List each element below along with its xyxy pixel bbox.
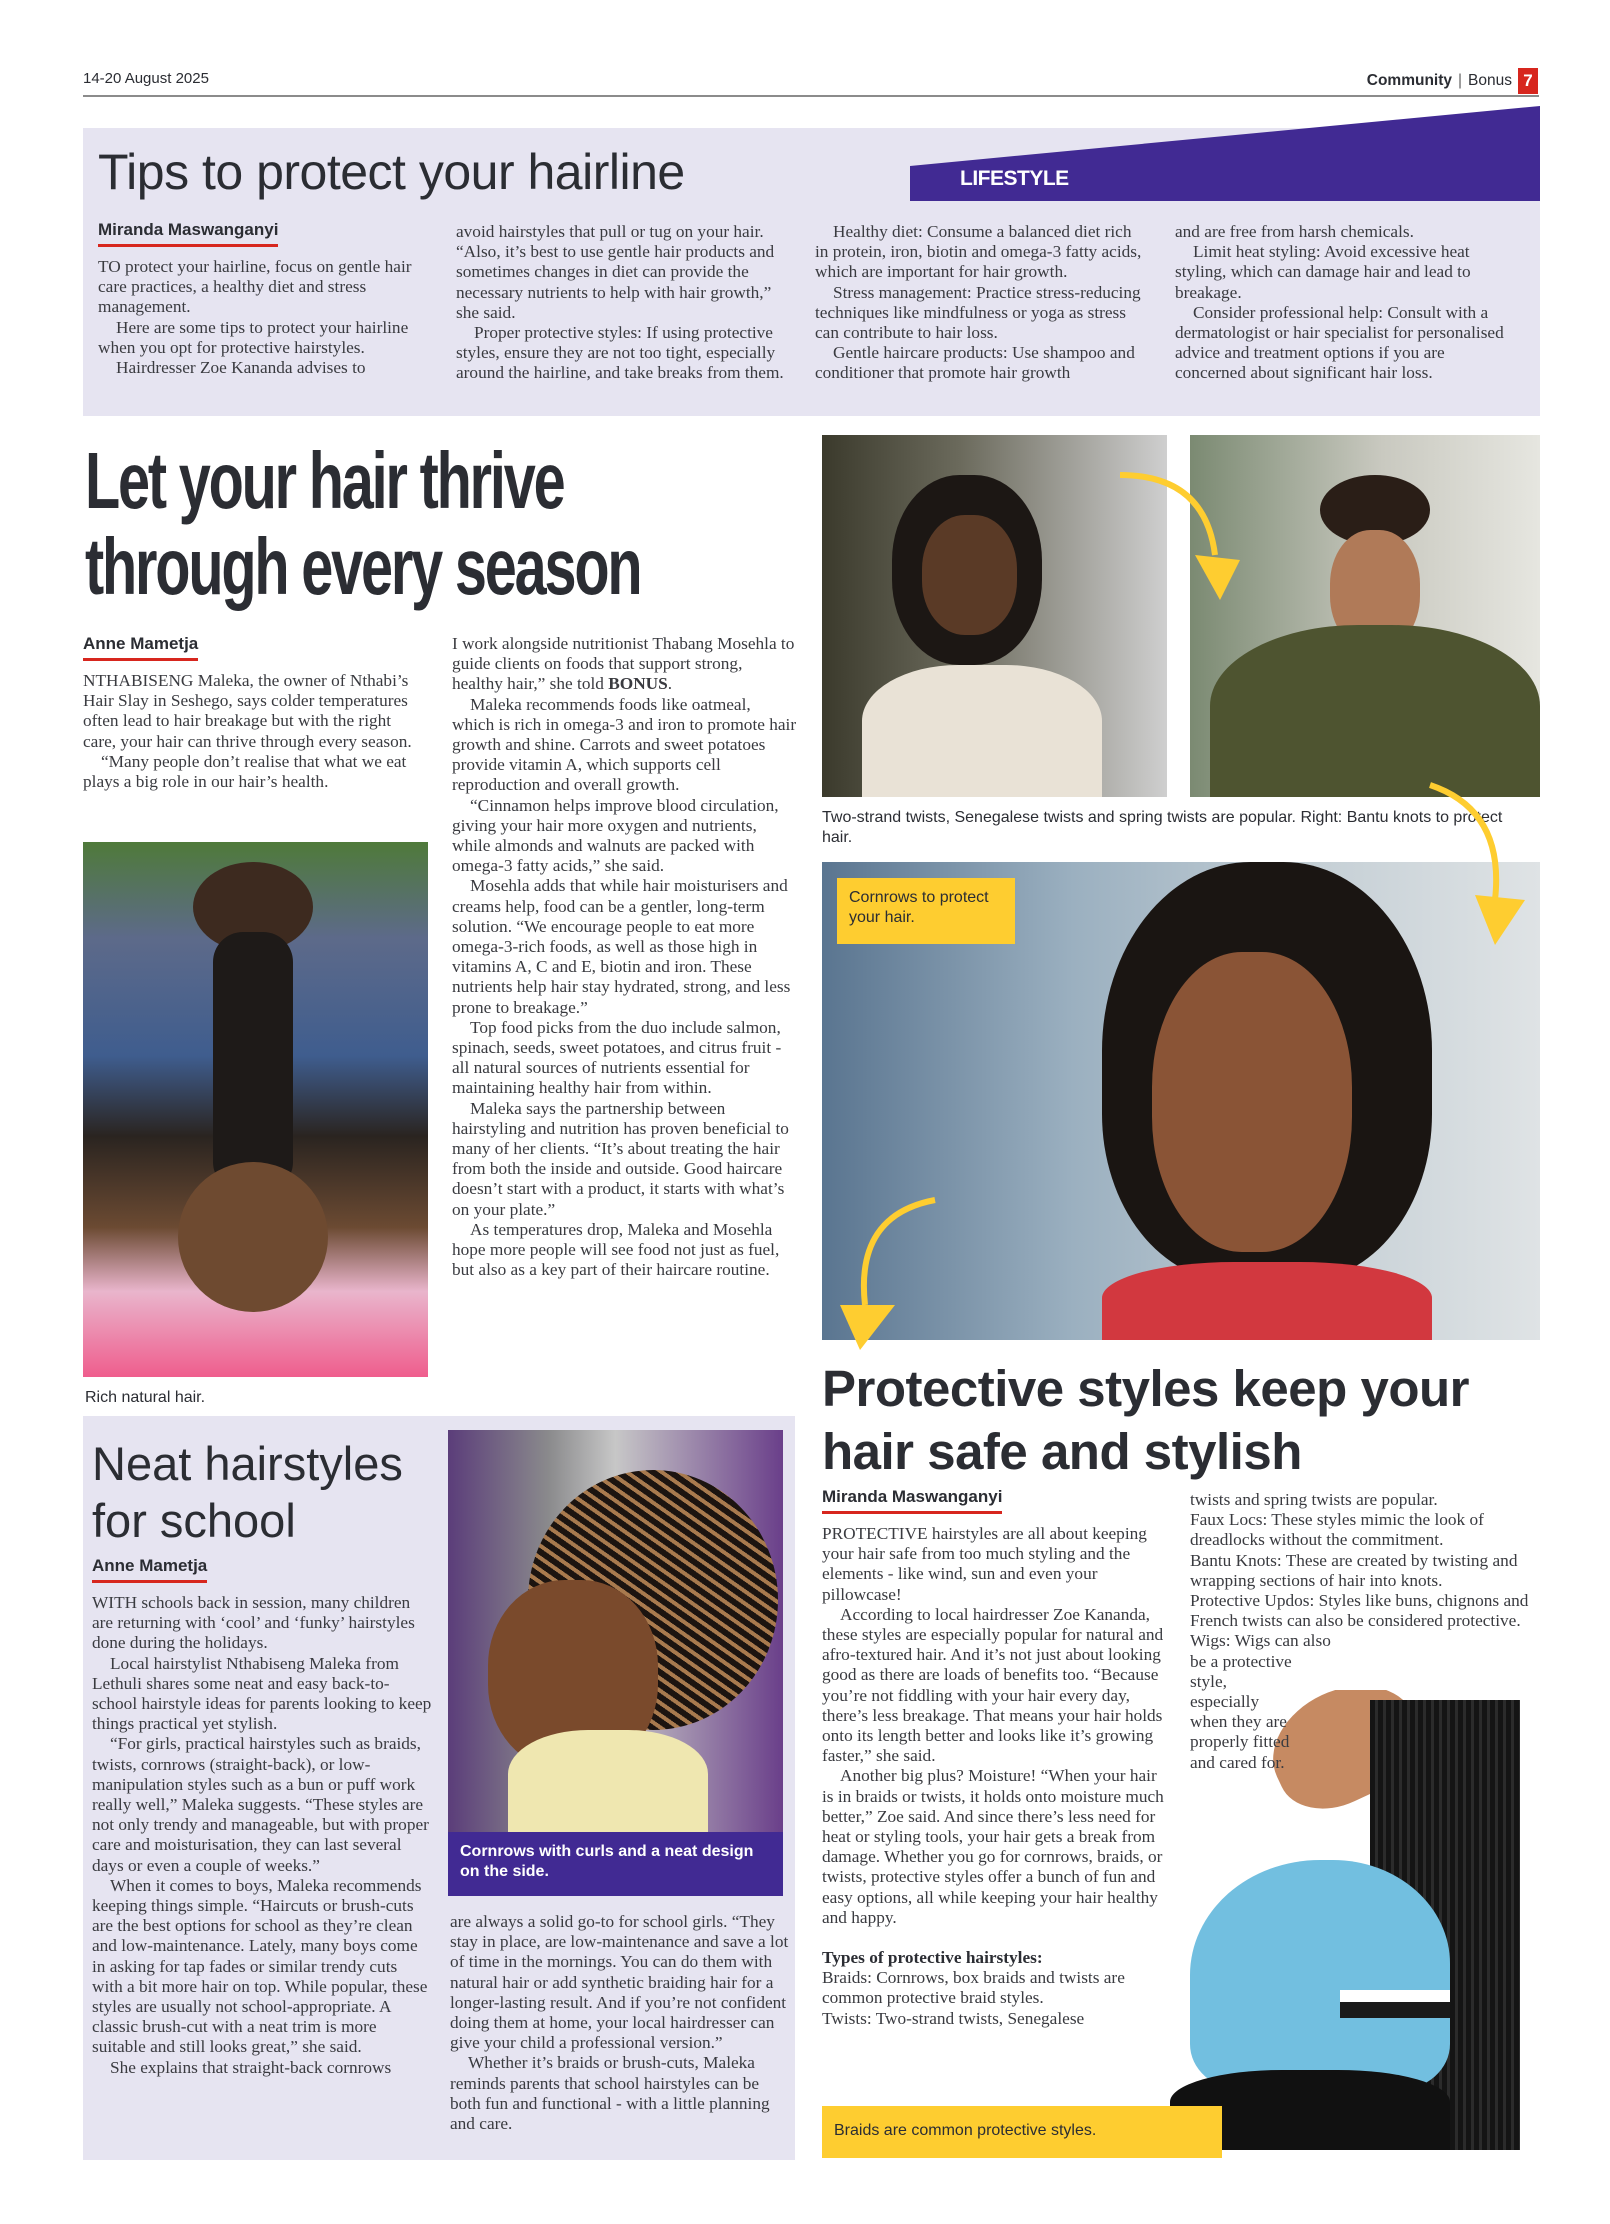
thrive-column-2: I work alongside nutritionist Thabang Mosehla to guide clients on foods that support strong, healthy hair,” she told BONUS. Maleka recommends foods like oatmeal, which is rich in omega-3 and iron to promote hair growth and shine. Carrots and sweet potatoes provide vitamin A, which supports cell reproduction and overall growth. “Cinnamon helps improve blood circulation, giving your hair more oxygen and nutrients, while almonds and walnuts are packed with omega-3 fatty acids,” she said. Mosehla adds that while hair moisturisers and creams help, food can be a gentler, long-term solution. “We encourage people to eat more omega-3-rich foods, as well as those high in vitamins A, C and E, biotin and iron. These nutrients help hair stay hydrated, strong, and less prone to breakage.” Top food picks from the duo include salmon, spinach, seeds, sweet potatoes, and citrus fruit - all natural sources of nutrients essential for maintaining healthy hair from within. Maleka says the partnership between hairstyling and nutrition has proven beneficial to many of her clients. “It’s about treating the hair from both the inside and outside. Good haircare doesn’t start with a product, it starts with what’s on your plate.” As temperatures drop, Maleka and Mosehla hope more people will see food not just as fuel, but also as a key part of their haircare routine. bbox=[452, 634, 797, 1280]
thrive-byline: Anne Mametja bbox=[83, 634, 198, 661]
arrow-decoration-2 bbox=[1425, 780, 1535, 950]
school-column-1: Anne Mametja WITH schools back in session, many children are returning with ‘cool’ and ‘funky’ hairstyles done during the holidays. Local hairstylist Nthabiseng Maleka from Lethuli shares some neat and easy back-to-school hairstyle ideas for parents looking to keep things practical yet stylish. “For girls, practical hairstyles such as braids, twists, cornrows (straight-back), or low-manipulation styles such as a bun or puff work really well,” Maleka suggests. “These styles are not only trendy and manageable, but with proper care and moisturisation, they can last several days or even a couple of weeks.” When it comes to boys, Maleka recommends keeping things simple. “Haircuts or brush-cuts are the best options for school as they’re clean and low-maintenance. Lately, many boys come in asking for tap fades or similar trendy cuts with a bit more hair on top. While popular, these styles are usually not school-appropriate. A classic brush-cut with a neat trim is more suitable and still looks great,” she said. She explains that straight-back cornrows bbox=[92, 1556, 432, 2077]
school-byline: Anne Mametja bbox=[92, 1556, 207, 1583]
protective-headline: Protective styles keep your hair safe and stylish bbox=[822, 1360, 1469, 1480]
lifestyle-banner-shape bbox=[820, 106, 1540, 201]
school-column-2: are always a solid go-to for school girls. “They stay in place, are low-maintenance and save a lot of time in the mornings. You can do them with natural hair or add synthetic braiding hair for a longer-lasting result. And if you’re not confident doing them at home, your local hairdresser can give your child a professional version.” Whether it’s braids or brush-cuts, Maleka reminds parents that school hairstyles can be both fun and functional - with a little planning and care. bbox=[450, 1912, 789, 2134]
lifestyle-label: LIFESTYLE bbox=[960, 167, 1069, 190]
tips-col1-text: TO protect your hairline, focus on gentle hair care practices, a healthy diet and stress management. Here are some tips to protect your hairline when you opt for protective hairstyles. Hairdresser Zoe Kananda advises to bbox=[98, 257, 412, 378]
tips-article-title: Tips to protect your hairline bbox=[98, 144, 685, 200]
protective-byline: Miranda Maswanganyi bbox=[822, 1487, 1002, 1514]
types-heading: Types of protective hairstyles: bbox=[822, 1948, 1043, 1968]
arrow-decoration-1 bbox=[1115, 465, 1245, 615]
photo-rich-natural-hair bbox=[83, 842, 428, 1377]
school-article-title: Neat hairstyles for school bbox=[92, 1437, 403, 1547]
cornrows-label-box: Cornrows to protect your hair. bbox=[837, 878, 1015, 944]
protective-column-1: Miranda Maswanganyi PROTECTIVE hairstyles are all about keeping your hair safe from too much styling and the elements - like wind, sun and even your pillowcase! According to local hairdresser Zoe Kananda, these styles are especially popular for natural and afro-textured hair. And it’s not just about looking good as there are loads of benefits too. “Because you’re not fiddling with your hair every day, there’s less breakage. That means your hair holds onto its length better and looks like it’s growing faster,” she said. Another big plus? Moisture! “When your hair is in braids or twists, it holds onto moisture much better,” Zoe said. And since there’s less need for heat or styling tools, your hair gets a break from damage. Whether you go for cornrows, braids, or twists, protective styles offer a bunch of fun and easy options, all while keeping your hair healthy and happy. Types of protective hairstyles: Braids: Cornrows, box braids and twists are common protective braid styles. Twists: Two-strand twists, Senegalese bbox=[822, 1487, 1167, 2029]
tips-column-3: Healthy diet: Consume a balanced diet rich in protein, iron, biotin and omega-3 fatty acids, which are important for hair growth. Stress management: Practice stress-reducing techniques like mindfulness or yoga as stress can contribute to hair loss. Gentle haircare products: Use shampoo and conditioner that promote hair growth bbox=[815, 222, 1142, 383]
tips-byline: Miranda Maswanganyi bbox=[98, 220, 278, 247]
thrive-headline: Let your hair thrive through every season bbox=[85, 436, 641, 611]
arrow-decoration-3 bbox=[835, 1195, 945, 1355]
tips-column-1 bbox=[98, 220, 428, 378]
publication-name: Bonus bbox=[1468, 72, 1512, 89]
photo-caption-rich-hair: Rich natural hair. bbox=[85, 1389, 206, 1406]
thrive-column-1: Anne Mametja NTHABISENG Maleka, the owner of Nthabi’s Hair Slay in Seshego, says colder temperatures often lead to hair breakage but with the right care, your hair can thrive through every season. “Many people don’t realise that what we eat plays a big role in our hair’s health. bbox=[83, 634, 412, 792]
tips-column-2: avoid hairstyles that pull or tug on your hair. “Also, it’s best to use gentle hair products and sometimes changes in diet can provide the necessary nutrients to help with hair growth,” she said. Proper protective styles: If using protective styles, ensure they are not too tight, especially around the hairline, and take breaks from them. bbox=[456, 222, 784, 383]
page-number: 7 bbox=[1518, 68, 1538, 94]
photo-cornrows-curls bbox=[448, 1430, 783, 1832]
protective-column-2: twists and spring twists are popular. Faux Locs: These styles mimic the look of dreadlocks without the commitment. Bantu Knots: These are created by twisting and wrapping sections of hair into knots. Protective Updos: Styles like buns, chignons and French twists can also be considered protective. Wigs: Wigs can also be a protective style, especially when they are properly fitted and cared for. bbox=[1190, 1490, 1529, 1772]
tips-column-4: and are free from harsh chemicals. Limit heat styling: Avoid excessive heat styling, which can damage hair and lead to breakage. Consider professional help: Consult with a dermatologist or hair specialist for personalised advice and treatment options if you are concerned about significant hair loss. bbox=[1175, 222, 1504, 383]
section-separator: | bbox=[1458, 72, 1463, 89]
issue-date: 14-20 August 2025 bbox=[83, 70, 209, 87]
header-divider bbox=[83, 95, 1539, 97]
photo-caption-twists: Two-strand twists, Senegalese twists and spring twists are popular. Right: Bantu knots to protect hair. bbox=[822, 809, 1503, 846]
section-header bbox=[1367, 68, 1538, 94]
cornrows-curls-caption: Cornrows with curls and a neat design on the side. bbox=[448, 1832, 783, 1896]
braids-caption-box: Braids are common protective styles. bbox=[822, 2106, 1222, 2158]
section-name: Community bbox=[1366, 72, 1453, 89]
